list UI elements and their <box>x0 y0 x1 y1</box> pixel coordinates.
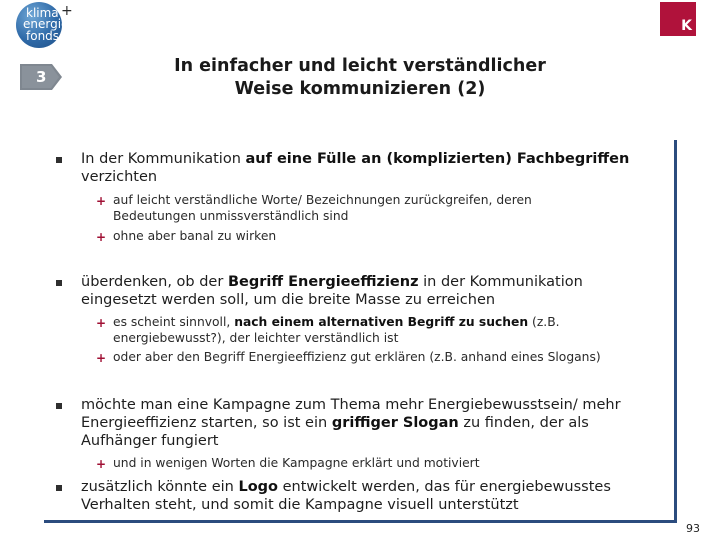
plus-bullet-icon: + <box>96 316 107 330</box>
klima-energie-fonds-logo <box>16 2 73 48</box>
sub-item-text: auf leicht verständliche Worte/ Bezeichnungen zurückgreifen, deren Bedeutungen unmissverständlich sind <box>113 193 532 223</box>
sub-item-text <box>113 315 613 346</box>
logo-plus: + <box>61 3 73 19</box>
sub-item-text: oder aber den Begriff Energieeffizienz gut erklären (z.B. anhand eines Slogans) <box>113 350 601 364</box>
logo-text-fonds: fonds <box>26 29 60 43</box>
sub-item-text: und in wenigen Worten die Kampagne erklärt und motiviert <box>113 456 480 470</box>
logo-text-klima: klima <box>26 6 59 20</box>
text-emphasis: Logo <box>238 479 279 495</box>
text-plain: überdenken, ob der <box>81 274 228 290</box>
bullet-text <box>81 396 661 450</box>
plus-bullet-icon: + <box>96 351 107 365</box>
brand-mark-letter: K <box>681 18 692 34</box>
text-plain: in der Kommunikation eingesetzt werden soll, um die breite Masse zu erreichen <box>81 274 583 308</box>
title-line-2: Weise kommunizieren (2) <box>234 79 486 99</box>
sub-item-text: ohne aber banal zu wirken <box>113 229 277 243</box>
page-number: 93 <box>686 522 700 535</box>
chapter-number: 3 <box>36 68 47 86</box>
brand-mark-logo <box>660 2 696 36</box>
plus-bullet-icon: + <box>96 194 107 208</box>
text-plain: verzichten <box>81 169 158 185</box>
text-plain: entwickelt werden, das für energiebewusstes Verhalten steht, und somit die Kampagne visuell unterstützt <box>81 479 611 513</box>
text-plain: es scheint sinnvoll, <box>113 315 235 329</box>
text-emphasis: Begriff Energieeffizienz <box>227 274 419 290</box>
bullet-text <box>81 478 661 514</box>
text-plain: möchte man eine Kampagne zum Thema mehr Energiebewusstsein/ mehr Energieeffizienz starten, so ist ein <box>81 397 621 431</box>
square-bullet-icon <box>56 157 62 163</box>
page-title <box>120 55 600 101</box>
text-plain: (z.B. energiebewusst?), der leichter verständlich ist <box>113 315 560 345</box>
chapter-tab <box>20 62 62 92</box>
text-plain: zu finden, der als Aufhänger fungiert <box>81 415 589 449</box>
square-bullet-icon <box>56 280 62 286</box>
square-bullet-icon <box>56 403 62 409</box>
bullet-text <box>81 273 661 309</box>
plus-bullet-icon: + <box>96 457 107 471</box>
square-bullet-icon <box>56 485 62 491</box>
text-plain: zusätzlich könnte ein <box>81 479 239 495</box>
bullet-text <box>81 150 661 186</box>
logo-text-energie: energie <box>23 17 69 31</box>
plus-bullet-icon: + <box>96 230 107 244</box>
text-plain: In der Kommunikation <box>81 151 246 167</box>
text-emphasis: nach einem alternativen Begriff zu suchen <box>234 315 529 329</box>
text-emphasis: griffiger Slogan <box>331 415 459 431</box>
title-line-1: In einfacher und leicht verständlicher <box>174 56 546 76</box>
text-emphasis: auf eine Fülle an (komplizierten) Fachbegriffen <box>245 151 630 167</box>
